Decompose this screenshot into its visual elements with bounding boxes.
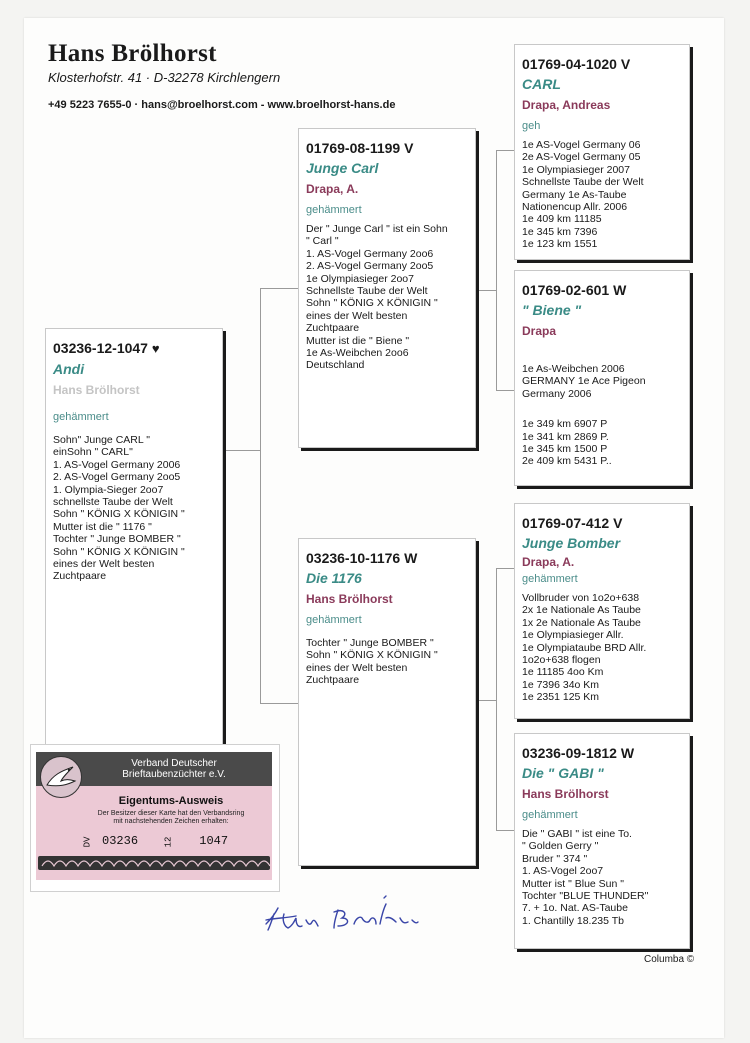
note-line: Mutter ist die " 1176 " [53,520,152,533]
note-line: Schnellste Taube der Welt [522,176,644,189]
handwritten-signature [262,888,442,938]
ownership-card [36,752,272,880]
owner-name: Drapa, A. [306,182,359,196]
connector-line [220,450,260,451]
connector-line [260,288,300,289]
pigeon-name: Junge Bomber [522,535,621,551]
note-line: einSohn " CARL" [53,446,133,459]
pigeon-name: Die " GABI " [522,765,604,781]
association-name: Verband Deutscher Brieftaubenzüchter e.V. [122,758,226,780]
note-line: 2. AS-Vogel Germany 2oo5 [53,471,181,484]
note-line: Zuchtpaare [53,570,107,583]
note-line: 1e As-Weibchen 2006 [522,363,625,375]
note-line: Zuchtpaare [306,322,360,335]
ring-number: 03236-10-1176 W [306,550,418,566]
note-line: Tochter "BLUE THUNDER" [522,890,649,903]
pigeon-name: Junge Carl [306,160,379,176]
note-line: Der " Junge Carl " ist ein Sohn [306,223,448,235]
note-line: Sohn " KÖNIG X KÖNIGIN " [306,297,438,310]
note-line: 1e AS-Vogel Germany 06 [522,139,641,151]
connector-line [260,703,300,704]
ring-number: 03236-09-1812 W [522,745,635,761]
note-line: Bruder " 374 " [522,852,588,865]
note-line: Die " GABI " ist eine To. [522,828,632,840]
note-line: 1. AS-Vogel Germany 2006 [53,458,181,471]
note-line: Vollbruder von 1o2o+638 [522,592,640,604]
color-description: geh [522,120,541,132]
result-line: 1e 2351 125 Km [522,691,600,704]
sire-card [298,128,476,448]
connector-line [476,700,496,701]
note-line: eines der Welt besten [53,558,155,571]
note-line: Tochter " Junge BOMBER " [306,637,434,649]
owner-name: Hans Brölhorst [306,592,393,606]
owner-name: Drapa [522,324,557,338]
ring-number: 01769-07-412 V [522,515,623,531]
note-line: 2e AS-Vogel Germany 05 [522,151,641,164]
owner-name: Drapa, A. [522,555,575,569]
ring-number: 01769-08-1199 V [306,140,414,156]
ownership-card-text: Der Besitzer dieser Karte hat den Verbandsring mit nachstehenden Zeichen erhalten: [97,810,245,825]
pedigree-notes [522,592,682,704]
note-line: 1e Olympiasieger Allr. [522,629,624,642]
ring-year: 12 [163,836,174,848]
note-line: 1e As-Weibchen 2oo6 [306,347,409,360]
note-line: " Golden Gerry " [522,840,599,853]
color-description: gehämmert [306,204,362,216]
note-line: 2x 1e Nationale As Taube [522,604,641,617]
color-description: gehämmert [522,809,578,821]
connector-line [260,288,261,703]
ring-number: 01769-04-1020 V [522,56,631,72]
breeder-address: Klosterhofstr. 41 · D-32278 Kirchlengern [48,70,281,85]
pedigree-notes [306,637,468,687]
ring-association-number: 03236 [102,834,139,848]
pigeon-logo-icon [40,756,82,798]
result-line: 2e 409 km 5431 P.. [522,455,612,468]
note-line: 7. + 1o. Nat. AS-Taube [522,902,628,915]
color-description: gehämmert [53,411,109,423]
connector-line [496,150,497,390]
pigeon-name: Andi [53,361,85,377]
decorative-band [38,856,270,870]
result-line: 1e 345 km 7396 [522,225,598,238]
note-line: 1e Olympiasieger 2oo7 [306,272,414,285]
owner-name: Hans Brölhorst [522,787,609,801]
result-line: 1e 345 km 1500 P [522,443,608,456]
note-line: Tochter " Junge BOMBER " [53,533,181,546]
grandsire-maternal-card [514,503,690,719]
pedigree-notes [522,139,682,251]
note-line: Nationencup Allr. 2006 [522,201,628,214]
note-line: Mutter ist " Blue Sun " [522,877,624,890]
result-line: 1e 11185 4oo Km [522,666,604,679]
connector-line [476,290,496,291]
note-line: Zuchtpaare [306,674,360,687]
result-line: 1e 123 km 1551 [522,238,598,251]
pedigree-notes [53,434,215,583]
pigeon-name: " Biene " [522,302,582,318]
owner-name: Drapa, Andreas [522,98,611,112]
owner-name: Hans Brölhorst [53,383,140,397]
note-line: 1. Olympia-Sieger 2oo7 [53,483,164,496]
note-line: 2. AS-Vogel Germany 2oo5 [306,260,434,273]
note-line: eines der Welt besten [306,309,408,322]
subject-pigeon-card [45,328,223,748]
grandsire-paternal-card [514,44,690,260]
breeder-name: Hans Brölhorst [48,40,217,67]
connector-line [496,830,514,831]
note-line: Mutter ist die " Biene " [306,334,410,347]
ring-serial: 1047 [199,834,229,848]
granddam-maternal-card [514,733,690,949]
copyright-label: Columba © [644,954,695,965]
ring-number: 01769-02-601 W [522,282,627,298]
ownership-card-title: Eigentums-Ausweis [118,795,224,807]
note-line: 1o2o+638 flogen [522,654,601,667]
pedigree-notes [522,363,682,400]
connector-line [496,568,514,569]
note-line: Sohn " KÖNIG X KÖNIGIN " [53,545,185,558]
note-line: 1e Olympiasieger 2007 [522,163,630,176]
pigeon-name: CARL [522,76,561,92]
note-line: 1. AS-Vogel Germany 2oo6 [306,247,434,260]
note-line: GERMANY 1e Ace Pigeon [522,375,646,388]
dam-card [298,538,476,866]
note-line: Germany 1e As-Taube [522,188,627,201]
note-line: Schnellste Taube der Welt [306,285,428,298]
ring-code [82,834,262,848]
note-line: schnellste Taube der Welt [53,496,173,509]
connector-line [496,390,514,391]
note-line: 1. AS-Vogel 2oo7 [522,865,604,878]
connector-line [496,150,514,151]
note-line: 1x 2e Nationale As Taube [522,616,641,629]
pigeon-name: Die 1176 [306,570,362,586]
race-results [522,418,682,468]
note-line: eines der Welt besten [306,661,408,674]
note-line: Deutschland [306,359,365,372]
ring-prefix: DV [82,836,93,848]
result-line: 1e 341 km 2869 P. [522,430,609,443]
result-line: 1e 349 km 6907 P [522,418,608,431]
breeder-contact: +49 5223 7655-0 · hans@broelhorst.com - www.broelhorst-hans.de [48,99,396,111]
color-description: gehämmert [522,573,578,585]
note-line: " Carl " [306,235,339,248]
note-line: Sohn " KÖNIG X KÖNIGIN " [306,649,438,662]
connector-line [496,568,497,830]
note-line: 1e Olympiataube BRD Allr. [522,641,647,654]
note-line: 1. Chantilly 18.235 Tb [522,914,624,927]
result-line: 1e 7396 34o Km [522,678,600,691]
note-line: Sohn" Junge CARL " [53,434,150,446]
color-description: gehämmert [306,614,362,626]
result-line: 1e 409 km 11185 [522,213,602,226]
note-line: Germany 2006 [522,387,592,400]
note-line: Sohn " KÖNIG X KÖNIGIN " [53,508,185,521]
granddam-paternal-card [514,270,690,486]
ring-number: 03236-12-1047 ♥ [53,340,160,356]
hen-symbol-icon: ♥ [151,341,160,356]
pedigree-notes [522,828,682,927]
pedigree-notes [306,223,468,372]
